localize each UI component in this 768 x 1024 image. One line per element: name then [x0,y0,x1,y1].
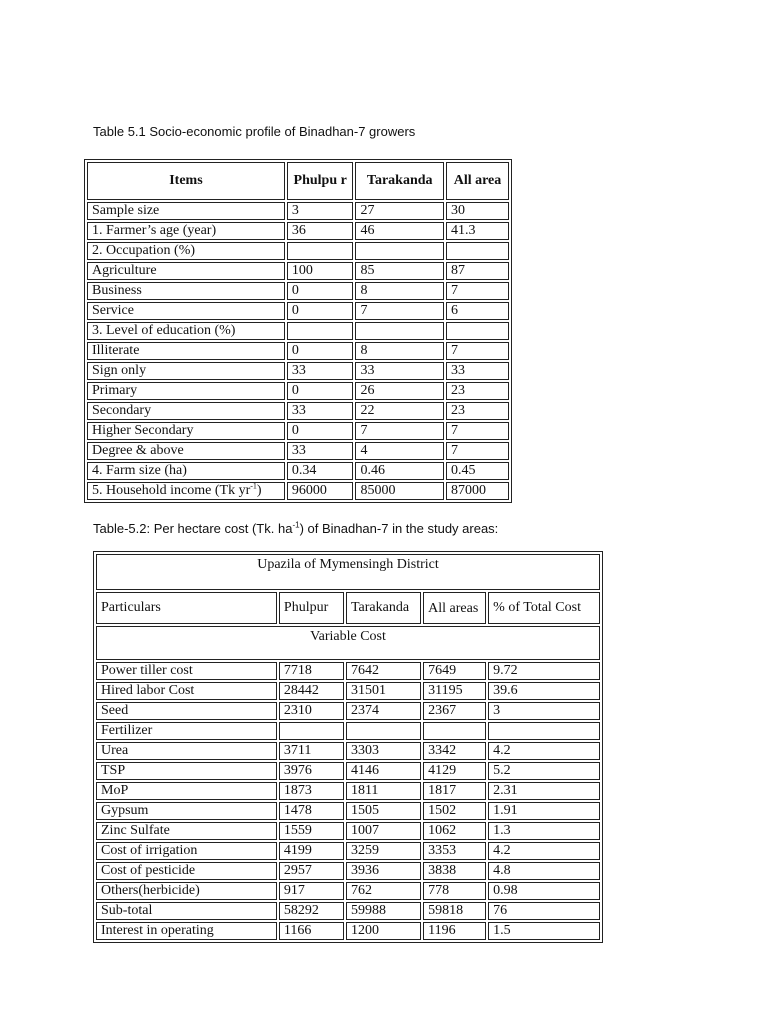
table-row [87,422,509,440]
table1-body [87,202,509,500]
table2-caption-prefix: Table-5.2: Per hectare cost (Tk. ha [93,521,293,536]
header-all-area: All area [446,162,509,200]
table-row [87,202,509,220]
table-row [96,722,600,740]
row-value: 0.98 [488,882,600,900]
row-value: 3976 [279,762,344,780]
row-value: 3353 [423,842,486,860]
row-value [355,242,444,260]
row-value: 46 [355,222,444,240]
row-value: 0 [287,302,354,320]
row-value: 7 [355,302,444,320]
header-items: Items [87,162,285,200]
row-value: 2957 [279,862,344,880]
row-value: 4129 [423,762,486,780]
row-value: 7 [355,422,444,440]
table-row [96,682,600,700]
row-value: 4.2 [488,842,600,860]
table-row [96,922,600,940]
table-row [87,262,509,280]
table-row [96,762,600,780]
row-label: MoP [96,782,277,800]
table2-caption [93,521,498,536]
table2-caption-suffix: ) of Binadhan-7 in the study areas: [299,521,499,536]
row-value: 1062 [423,822,486,840]
row-value: 23 [446,382,509,400]
table-row [96,822,600,840]
row-value: 85000 [355,482,444,500]
row-value: 5.2 [488,762,600,780]
table1-caption: Table 5.1 Socio-economic profile of Binadhan-7 growers [93,124,416,139]
row-value: 7 [446,442,509,460]
table-row [87,242,509,260]
row-value: 762 [346,882,421,900]
row-label: Agriculture [87,262,285,280]
row-value: 1873 [279,782,344,800]
row-value [287,242,354,260]
table-row [96,702,600,720]
row-value: 39.6 [488,682,600,700]
row-label: Cost of pesticide [96,862,277,880]
row-value: 33 [287,362,354,380]
row-value: 26 [355,382,444,400]
row-label: Cost of irrigation [96,842,277,860]
row-value [446,242,509,260]
row-value: 59988 [346,902,421,920]
row-label: Power tiller cost [96,662,277,680]
row-label: Interest in operating [96,922,277,940]
row-value: 6 [446,302,509,320]
row-value: 28442 [279,682,344,700]
row-value [488,722,600,740]
row-value: 0.34 [287,462,354,480]
row-value: 3 [287,202,354,220]
table-row [87,482,509,500]
row-value: 7 [446,342,509,360]
income-label-prefix: 5. Household income (Tk yr [92,483,251,498]
header-phulpur: Phulpur [279,592,344,624]
row-value: 778 [423,882,486,900]
row-label: Degree & above [87,442,285,460]
section-row [96,626,600,660]
header-tarakanda: Tarakanda [346,592,421,624]
row-label: Urea [96,742,277,760]
row-value [279,722,344,740]
row-value [287,322,354,340]
row-value: 58292 [279,902,344,920]
row-value: 1007 [346,822,421,840]
row-value [423,722,486,740]
row-value: 7642 [346,662,421,680]
row-value: 7649 [423,662,486,680]
socio-economic-table [84,159,512,503]
table-title: Upazila of Mymensingh District [96,554,600,590]
row-value: 4.2 [488,742,600,760]
table-row [87,342,509,360]
row-value: 9.72 [488,662,600,680]
row-label: 1. Farmer’s age (year) [87,222,285,240]
table-row [87,302,509,320]
row-value: 4199 [279,842,344,860]
table-row [96,662,600,680]
row-value: 2374 [346,702,421,720]
row-value: 0 [287,422,354,440]
table-row [87,382,509,400]
table-row [87,442,509,460]
row-label: TSP [96,762,277,780]
cost-table [93,551,603,943]
row-value: 3936 [346,862,421,880]
table-row [87,402,509,420]
row-value: 33 [287,402,354,420]
row-value: 33 [446,362,509,380]
table-row [87,222,509,240]
row-value: 36 [287,222,354,240]
row-value [446,322,509,340]
row-value: 7718 [279,662,344,680]
header-particulars: Particulars [96,592,277,624]
header-all-areas: All areas [423,592,486,624]
row-value: 1478 [279,802,344,820]
row-value: 0.45 [446,462,509,480]
row-value: 1817 [423,782,486,800]
row-label: Business [87,282,285,300]
row-value [355,322,444,340]
row-value: 85 [355,262,444,280]
row-value: 1502 [423,802,486,820]
row-value: 2310 [279,702,344,720]
row-label [87,482,285,500]
row-value [346,722,421,740]
table-row [87,462,509,480]
table-header-row [87,162,509,200]
header-percent-total-cost: % of Total Cost [488,592,600,624]
row-value: 4146 [346,762,421,780]
row-value: 1200 [346,922,421,940]
row-value: 76 [488,902,600,920]
row-label: Others(herbicide) [96,882,277,900]
row-value: 2.31 [488,782,600,800]
row-label: 4. Farm size (ha) [87,462,285,480]
row-label: Higher Secondary [87,422,285,440]
row-value: 27 [355,202,444,220]
row-value: 7 [446,422,509,440]
row-label: 3. Level of education (%) [87,322,285,340]
header-phulpur: Phulpu r [287,162,354,200]
table-title-row [96,554,600,590]
row-value: 1559 [279,822,344,840]
row-label: Hired labor Cost [96,682,277,700]
row-label: Primary [87,382,285,400]
row-value: 3838 [423,862,486,880]
row-label: Gypsum [96,802,277,820]
row-value: 1196 [423,922,486,940]
row-label: Sign only [87,362,285,380]
row-value: 0 [287,342,354,360]
row-value: 1166 [279,922,344,940]
table-row [87,282,509,300]
table-row [96,902,600,920]
table-row [96,842,600,860]
row-value: 1.5 [488,922,600,940]
row-value: 2367 [423,702,486,720]
table-row [96,742,600,760]
header-tarakanda: Tarakanda [355,162,444,200]
row-value: 23 [446,402,509,420]
row-value: 3303 [346,742,421,760]
table2-caption-sup: -1 [292,520,300,530]
row-value: 30 [446,202,509,220]
row-value: 31195 [423,682,486,700]
row-label: Sample size [87,202,285,220]
row-value: 3259 [346,842,421,860]
row-value: 31501 [346,682,421,700]
row-label: Illiterate [87,342,285,360]
table-row [87,362,509,380]
row-label: Sub-total [96,902,277,920]
row-value: 0 [287,382,354,400]
income-label-sup: -1 [250,482,257,491]
table-row [87,322,509,340]
row-value: 96000 [287,482,354,500]
row-value: 1.3 [488,822,600,840]
row-value: 22 [355,402,444,420]
row-value: 87000 [446,482,509,500]
table-row [96,802,600,820]
row-value: 4.8 [488,862,600,880]
row-value: 0.46 [355,462,444,480]
row-value: 1505 [346,802,421,820]
income-label-suffix: ) [256,483,262,498]
row-label: Service [87,302,285,320]
row-value: 4 [355,442,444,460]
row-value: 1811 [346,782,421,800]
table-row [96,782,600,800]
table-row [96,862,600,880]
row-value: 7 [446,282,509,300]
row-value: 3711 [279,742,344,760]
row-value: 3342 [423,742,486,760]
row-value: 41.3 [446,222,509,240]
row-label: 2. Occupation (%) [87,242,285,260]
row-value: 33 [287,442,354,460]
row-value: 8 [355,342,444,360]
section-variable-cost: Variable Cost [96,626,600,660]
row-value: 917 [279,882,344,900]
row-value: 59818 [423,902,486,920]
row-label: Zinc Sulfate [96,822,277,840]
row-value: 0 [287,282,354,300]
row-value: 1.91 [488,802,600,820]
row-value: 87 [446,262,509,280]
table-header-row [96,592,600,624]
row-value: 100 [287,262,354,280]
table-row [96,882,600,900]
row-label: Secondary [87,402,285,420]
row-label: Fertilizer [96,722,277,740]
row-value: 3 [488,702,600,720]
row-value: 8 [355,282,444,300]
row-value: 33 [355,362,444,380]
table2-body [96,554,600,940]
row-label: Seed [96,702,277,720]
